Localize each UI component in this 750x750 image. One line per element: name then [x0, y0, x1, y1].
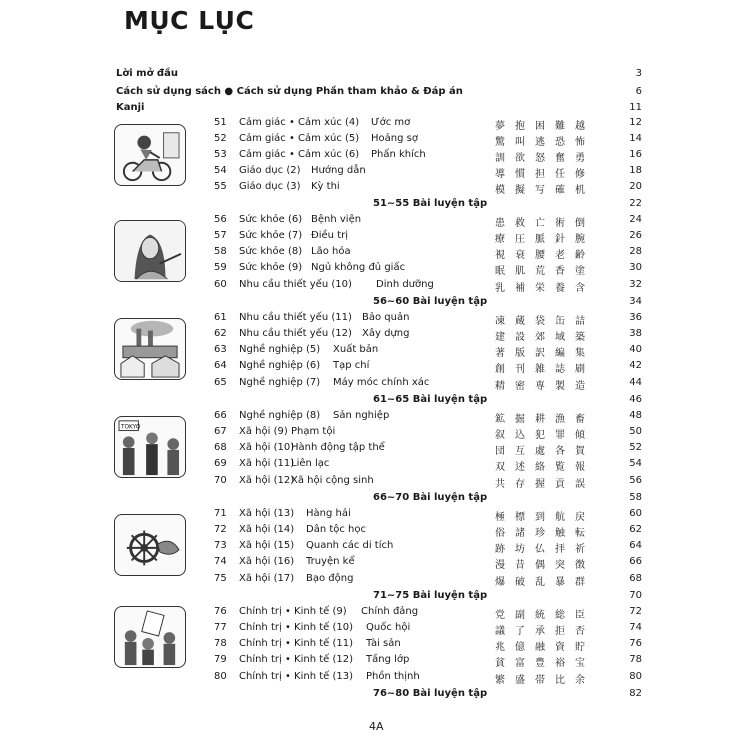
- unit-kanji: 導慣担任修: [495, 169, 595, 180]
- unit-kanji: 極標到航戻: [495, 512, 595, 523]
- unit-page: 50: [629, 426, 642, 437]
- unit-page: 68: [629, 573, 642, 584]
- unit-topic: Bảo quản: [362, 312, 410, 323]
- unit-topic: Tài sản: [366, 638, 401, 649]
- unit-number: 58: [214, 246, 227, 257]
- unit-kanji: 跡坊仏拝祈: [495, 544, 595, 555]
- unit-topic: Truyện kể: [306, 556, 355, 567]
- toc-unit-row[interactable]: [0, 522, 750, 538]
- toc-unit-row[interactable]: [0, 538, 750, 554]
- toc-unit-row[interactable]: [0, 244, 750, 260]
- unit-category: Chính trị • Kinh tế (12): [239, 654, 353, 665]
- unit-page: 78: [629, 654, 642, 665]
- factory-town-icon: [115, 319, 185, 379]
- unit-kanji: 議了承拒否: [495, 626, 595, 637]
- unit-page: 72: [629, 606, 642, 617]
- unit-topic: Tạp chí: [333, 360, 370, 371]
- unit-topic: Hành động tập thể: [291, 442, 385, 453]
- unit-page: 16: [629, 149, 642, 160]
- unit-topic: Chính đảng: [361, 606, 419, 617]
- unit-category: Chính trị • Kinh tế (10): [239, 622, 353, 633]
- unit-page: 36: [629, 312, 642, 323]
- unit-number: 67: [214, 426, 227, 437]
- toc-unit-row[interactable]: [0, 310, 750, 326]
- unit-kanji: 著版訳編集: [495, 348, 595, 359]
- unit-kanji: 凍蔵袋缶詰: [495, 316, 595, 327]
- illustration-ship: [114, 514, 186, 576]
- toc-unit-row[interactable]: [0, 408, 750, 424]
- unit-kanji: 療圧脈針腕: [495, 234, 595, 245]
- practice-label: 66~70 Bài luyện tập: [373, 492, 488, 503]
- toc-intro-row[interactable]: [116, 100, 642, 116]
- unit-number: 55: [214, 181, 227, 192]
- unit-category: Xã hội (10): [239, 442, 295, 453]
- unit-topic: Dinh dưỡng: [376, 279, 434, 290]
- toc-unit-row[interactable]: [0, 652, 750, 668]
- unit-page: 60: [629, 508, 642, 519]
- unit-page: 48: [629, 410, 642, 421]
- unit-number: 59: [214, 262, 227, 273]
- page-number: 4A: [369, 720, 384, 733]
- unit-category: Sức khỏe (9): [239, 262, 303, 273]
- unit-category: Xã hội (12): [239, 475, 295, 486]
- politicians-icon: [115, 607, 185, 667]
- unit-page: 74: [629, 622, 642, 633]
- unit-kanji: 鉱掘耕漁畜: [495, 414, 595, 425]
- group-of-people-icon: [115, 417, 185, 477]
- unit-number: 64: [214, 360, 227, 371]
- unit-category: Xã hội (11): [239, 458, 295, 469]
- unit-number: 69: [214, 458, 227, 469]
- practice-page: 22: [629, 198, 642, 209]
- unit-kanji: 乳補栄養含: [495, 283, 595, 294]
- toc-unit-row[interactable]: [0, 115, 750, 131]
- unit-category: Xã hội (17): [239, 573, 295, 584]
- intro-label: Lời mở đầu: [116, 68, 178, 79]
- practice-label: 56~60 Bài luyện tập: [373, 296, 488, 307]
- unit-number: 74: [214, 556, 227, 567]
- toc-unit-row[interactable]: [0, 147, 750, 163]
- toc-practice-row[interactable]: [0, 294, 750, 310]
- unit-category: Giáo dục (2): [239, 165, 301, 176]
- toc-unit-row[interactable]: [0, 228, 750, 244]
- unit-category: Xã hội (9): [239, 426, 288, 437]
- toc-practice-row[interactable]: [0, 490, 750, 506]
- unit-page: 14: [629, 133, 642, 144]
- unit-kanji: 眠肌荒香塗: [495, 266, 595, 277]
- unit-topic: Tầng lớp: [366, 654, 410, 665]
- unit-kanji: 俗諸珍触転: [495, 528, 595, 539]
- practice-label: 71~75 Bài luyện tập: [373, 590, 488, 601]
- unit-category: Nghề nghiệp (8): [239, 410, 321, 421]
- unit-category: Xã hội (15): [239, 540, 295, 551]
- unit-page: 56: [629, 475, 642, 486]
- unit-category: Chính trị • Kinh tế (9): [239, 606, 347, 617]
- intro-page: 6: [635, 86, 642, 97]
- unit-kanji: 建設郊域築: [495, 332, 595, 343]
- unit-kanji: 党副統総臣: [495, 610, 595, 621]
- unit-topic: Máy móc chính xác: [333, 377, 430, 388]
- practice-page: 58: [629, 492, 642, 503]
- unit-topic: Quanh các di tích: [306, 540, 394, 551]
- unit-category: Cảm giác • Cảm xúc (5): [239, 133, 360, 144]
- unit-kanji: 繁盛帯比余: [495, 675, 595, 686]
- illustration-motorcycle: [114, 124, 186, 186]
- toc-unit-row[interactable]: [0, 440, 750, 456]
- unit-kanji: 模擬写確机: [495, 185, 595, 196]
- unit-page: 80: [629, 671, 642, 682]
- page-title: MỤC LỤC: [124, 6, 255, 35]
- unit-number: 70: [214, 475, 227, 486]
- practice-label: 76~80 Bài luyện tập: [373, 688, 488, 699]
- unit-page: 76: [629, 638, 642, 649]
- intro-page: 3: [635, 68, 642, 79]
- unit-kanji: 訓欲怒奮勇: [495, 153, 595, 164]
- toc-intro-row[interactable]: [116, 66, 642, 82]
- toc-unit-row[interactable]: [0, 260, 750, 276]
- unit-page: 18: [629, 165, 642, 176]
- unit-page: 28: [629, 246, 642, 257]
- practice-page: 46: [629, 394, 642, 405]
- unit-topic: Hàng hải: [306, 508, 351, 519]
- unit-number: 71: [214, 508, 227, 519]
- motorcycle-rider-icon: [115, 125, 185, 185]
- unit-category: Cảm giác • Cảm xúc (4): [239, 117, 360, 128]
- toc-unit-row[interactable]: [0, 506, 750, 522]
- intro-page: 11: [629, 102, 642, 113]
- toc-unit-row[interactable]: [0, 669, 750, 685]
- toc-unit-row[interactable]: [0, 212, 750, 228]
- toc-intro-row[interactable]: [116, 84, 642, 100]
- unit-kanji: 双述絡覧報: [495, 462, 595, 473]
- practice-page: 70: [629, 590, 642, 601]
- unit-kanji: 夢抱困難越: [495, 121, 595, 132]
- practice-page: 82: [629, 688, 642, 699]
- unit-topic: Bạo động: [306, 573, 354, 584]
- unit-category: Nghề nghiệp (6): [239, 360, 321, 371]
- unit-topic: Xuất bản: [333, 344, 379, 355]
- toc-practice-row[interactable]: [0, 392, 750, 408]
- unit-number: 78: [214, 638, 227, 649]
- unit-topic: Điều trị: [311, 230, 349, 241]
- unit-number: 51: [214, 117, 227, 128]
- practice-label: 61~65 Bài luyện tập: [373, 394, 488, 405]
- unit-category: Nhu cầu thiết yếu (11): [239, 312, 352, 323]
- ship-wheel-icon: [115, 515, 185, 575]
- unit-topic: Sản nghiệp: [333, 410, 390, 421]
- unit-topic: Ước mơ: [371, 117, 411, 128]
- woman-portrait-icon: [115, 221, 185, 281]
- unit-topic: Phồn thịnh: [366, 671, 420, 682]
- toc-practice-row[interactable]: [0, 588, 750, 604]
- unit-number: 75: [214, 573, 227, 584]
- unit-kanji: 患救亡術倒: [495, 218, 595, 229]
- unit-category: Giáo dục (3): [239, 181, 301, 192]
- unit-number: 77: [214, 622, 227, 633]
- intro-label: Kanji: [116, 102, 145, 113]
- unit-topic: Kỳ thi: [311, 181, 340, 192]
- unit-number: 60: [214, 279, 227, 290]
- toc-unit-row[interactable]: [0, 131, 750, 147]
- unit-topic: Dân tộc học: [306, 524, 367, 535]
- unit-category: Xã hội (16): [239, 556, 295, 567]
- intro-label: Cách sử dụng sách ● Cách sử dụng Phần tham khảo & Đáp án: [116, 86, 463, 97]
- unit-category: Nghề nghiệp (5): [239, 344, 321, 355]
- unit-number: 52: [214, 133, 227, 144]
- unit-page: 62: [629, 524, 642, 535]
- illustration-factory: [114, 318, 186, 380]
- toc-unit-row[interactable]: [0, 326, 750, 342]
- illustration-people: [114, 416, 186, 478]
- unit-number: 56: [214, 214, 227, 225]
- practice-label: 51~55 Bài luyện tập: [373, 198, 488, 209]
- unit-page: 54: [629, 458, 642, 469]
- unit-number: 57: [214, 230, 227, 241]
- unit-topic: Xã hội cộng sinh: [291, 475, 374, 486]
- unit-topic: Phấn khích: [371, 149, 426, 160]
- unit-kanji: 驚叫逃恐怖: [495, 137, 595, 148]
- unit-category: Sức khỏe (8): [239, 246, 303, 257]
- unit-category: Xã hội (14): [239, 524, 295, 535]
- unit-number: 61: [214, 312, 227, 323]
- unit-number: 62: [214, 328, 227, 339]
- toc-unit-row[interactable]: [0, 473, 750, 489]
- unit-topic: Liên lạc: [291, 458, 330, 469]
- unit-topic: Phạm tội: [291, 426, 336, 437]
- toc-unit-row[interactable]: [0, 636, 750, 652]
- unit-kanji: 視衰腰老齢: [495, 250, 595, 261]
- unit-number: 63: [214, 344, 227, 355]
- unit-number: 65: [214, 377, 227, 388]
- unit-kanji: 爆破乱暴群: [495, 577, 595, 588]
- sign-text: TOKYO: [120, 424, 141, 431]
- unit-kanji: 共存握貢誤: [495, 479, 595, 490]
- unit-topic: Xây dựng: [362, 328, 410, 339]
- practice-page: 34: [629, 296, 642, 307]
- unit-topic: Hoảng sợ: [371, 133, 418, 144]
- unit-page: 66: [629, 556, 642, 567]
- unit-page: 26: [629, 230, 642, 241]
- illustration-woman: [114, 220, 186, 282]
- toc-unit-row[interactable]: [0, 179, 750, 195]
- unit-kanji: 叙込犯罪傾: [495, 430, 595, 441]
- unit-number: 53: [214, 149, 227, 160]
- unit-number: 54: [214, 165, 227, 176]
- illustration-politicians: [114, 606, 186, 668]
- unit-kanji: 兆億融資貯: [495, 642, 595, 653]
- unit-category: Nhu cầu thiết yếu (10): [239, 279, 352, 290]
- unit-category: Sức khỏe (6): [239, 214, 303, 225]
- unit-topic: Hướng dẫn: [311, 165, 366, 176]
- unit-page: 12: [629, 117, 642, 128]
- unit-kanji: 漫昔偶突徴: [495, 560, 595, 571]
- unit-category: Cảm giác • Cảm xúc (6): [239, 149, 360, 160]
- unit-kanji: 団互處各賀: [495, 446, 595, 457]
- unit-number: 66: [214, 410, 227, 421]
- unit-page: 38: [629, 328, 642, 339]
- toc-unit-row[interactable]: [0, 277, 750, 293]
- unit-page: 42: [629, 360, 642, 371]
- unit-category: Chính trị • Kinh tế (13): [239, 671, 353, 682]
- toc-unit-row[interactable]: [0, 342, 750, 358]
- unit-number: 80: [214, 671, 227, 682]
- toc-unit-row[interactable]: [0, 554, 750, 570]
- unit-page: 40: [629, 344, 642, 355]
- unit-number: 73: [214, 540, 227, 551]
- unit-topic: Bệnh viện: [311, 214, 362, 225]
- unit-page: 20: [629, 181, 642, 192]
- unit-kanji: 貧富豊裕宝: [495, 658, 595, 669]
- toc-unit-row[interactable]: [0, 604, 750, 620]
- unit-category: Chính trị • Kinh tế (11): [239, 638, 353, 649]
- unit-category: Xã hội (13): [239, 508, 295, 519]
- unit-page: 44: [629, 377, 642, 388]
- unit-category: Nghề nghiệp (7): [239, 377, 321, 388]
- unit-page: 24: [629, 214, 642, 225]
- toc-practice-row[interactable]: [0, 196, 750, 212]
- toc-unit-row[interactable]: [0, 424, 750, 440]
- unit-page: 30: [629, 262, 642, 273]
- toc-unit-row[interactable]: [0, 375, 750, 391]
- unit-page: 64: [629, 540, 642, 551]
- unit-number: 72: [214, 524, 227, 535]
- toc-practice-row[interactable]: [0, 686, 750, 702]
- unit-kanji: 精密専製造: [495, 381, 595, 392]
- toc-unit-row[interactable]: [0, 358, 750, 374]
- unit-topic: Ngủ không đủ giấc: [311, 262, 406, 273]
- toc-unit-row[interactable]: [0, 163, 750, 179]
- unit-number: 76: [214, 606, 227, 617]
- unit-number: 68: [214, 442, 227, 453]
- unit-page: 32: [629, 279, 642, 290]
- toc-unit-row[interactable]: [0, 456, 750, 472]
- unit-number: 79: [214, 654, 227, 665]
- toc-unit-row[interactable]: [0, 571, 750, 587]
- unit-category: Sức khỏe (7): [239, 230, 303, 241]
- unit-category: Nhu cầu thiết yếu (12): [239, 328, 352, 339]
- unit-topic: Quốc hội: [366, 622, 411, 633]
- unit-kanji: 創刊雑誌刷: [495, 364, 595, 375]
- unit-page: 52: [629, 442, 642, 453]
- toc-unit-row[interactable]: [0, 620, 750, 636]
- unit-topic: Lão hóa: [311, 246, 351, 257]
